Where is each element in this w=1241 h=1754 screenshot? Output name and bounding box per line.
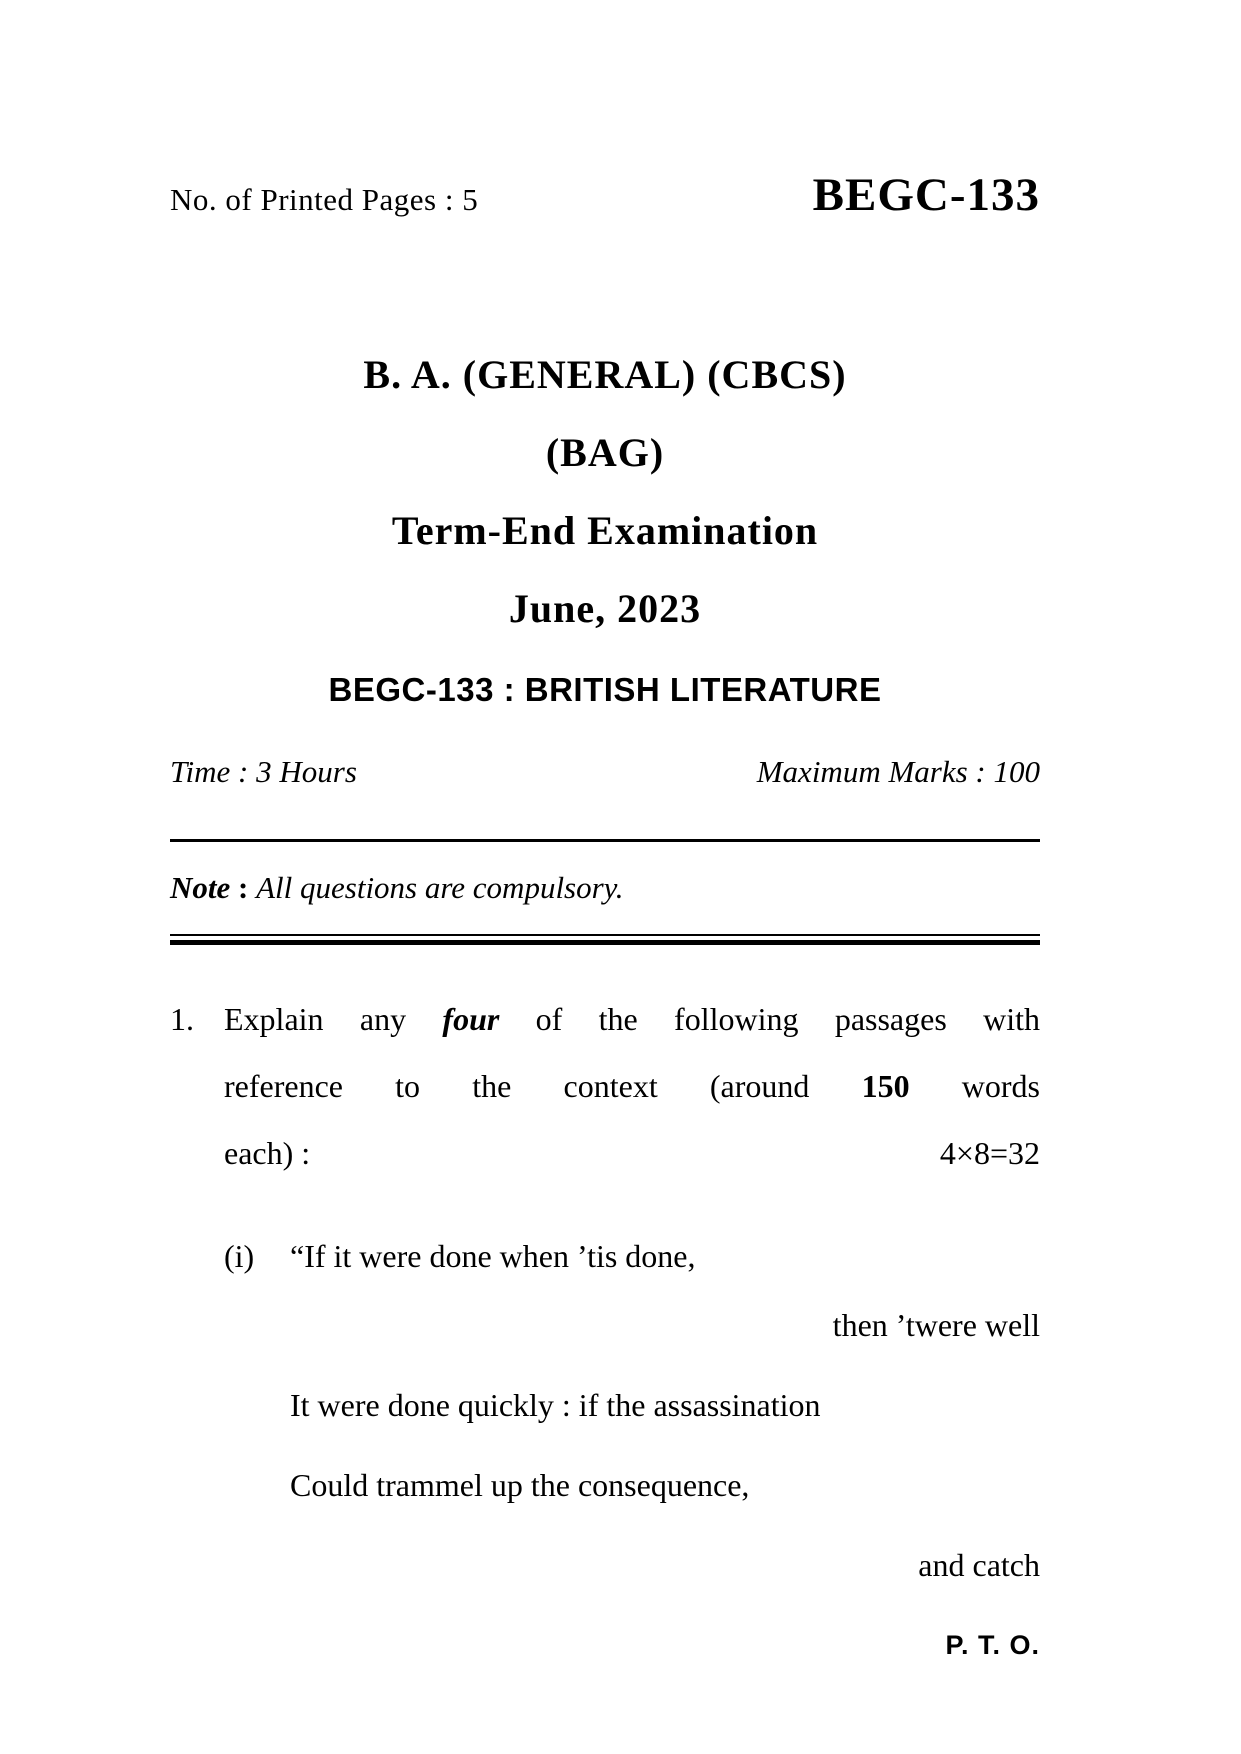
program-short-title: (BAG) — [545, 430, 665, 475]
course-code-label: BEGC-133 — [812, 169, 1040, 221]
question-line-2-emphasis: 150 — [861, 1068, 910, 1105]
question-line-3-text: each) : — [224, 1134, 311, 1171]
passage-i-line-1: “If it were done when ’tis done, — [290, 1237, 696, 1274]
title-block — [170, 352, 1040, 708]
page-header — [170, 168, 1040, 222]
exam-session: June, 2023 — [508, 586, 702, 631]
question-line-2-pre: reference to the context (around — [224, 1068, 862, 1105]
question-line-2 — [224, 1068, 1040, 1105]
question-line-1-pre: Explain any — [224, 1001, 443, 1038]
question-line-2-post: words — [909, 1068, 1041, 1105]
passage-i-line-4: Could trammel up the consequence, — [290, 1467, 750, 1504]
passage-i-line-5: and catch — [918, 1546, 1040, 1583]
note-label: Note — [170, 870, 231, 905]
time-allowed-label: Time : 3 Hours — [170, 754, 357, 789]
passage-i-first-line — [224, 1238, 1040, 1275]
question-line-1-emphasis: four — [442, 1001, 500, 1038]
question-line-3 — [224, 1135, 1040, 1172]
exam-title: Term-End Examination — [391, 508, 819, 553]
passage-i-label: (i) — [224, 1237, 255, 1274]
question-body — [224, 1001, 1040, 1583]
exam-meta-row — [170, 756, 1040, 787]
page-footer — [170, 1630, 1040, 1661]
page-content — [0, 168, 1241, 1661]
question-1 — [170, 1001, 1040, 1583]
note-text: All questions are compulsory. — [256, 870, 624, 905]
question-number: 1. — [170, 1001, 194, 1038]
printed-pages-label: No. of Printed Pages : 5 — [170, 182, 479, 217]
question-line-1-post: of the following passages with — [499, 1001, 1041, 1038]
question-line-1 — [224, 1001, 1040, 1038]
pto-label: P. T. O. — [945, 1629, 1040, 1660]
note-row — [170, 868, 1040, 908]
maximum-marks-label: Maximum Marks : 100 — [756, 754, 1040, 789]
passage-i-line-3: It were done quickly : if the assassination — [290, 1387, 821, 1424]
passage-i — [224, 1238, 1040, 1584]
passage-i-line-2: then ’twere well — [832, 1307, 1040, 1344]
double-divider-rule — [170, 934, 1040, 945]
program-title: B. A. (GENERAL) (CBCS) — [363, 352, 847, 397]
single-divider-rule — [170, 839, 1040, 842]
note-separator: : — [230, 870, 257, 905]
course-title: BEGC-133 : BRITISH LITERATURE — [328, 671, 882, 708]
marks-allocation: 4×8=32 — [939, 1134, 1040, 1171]
